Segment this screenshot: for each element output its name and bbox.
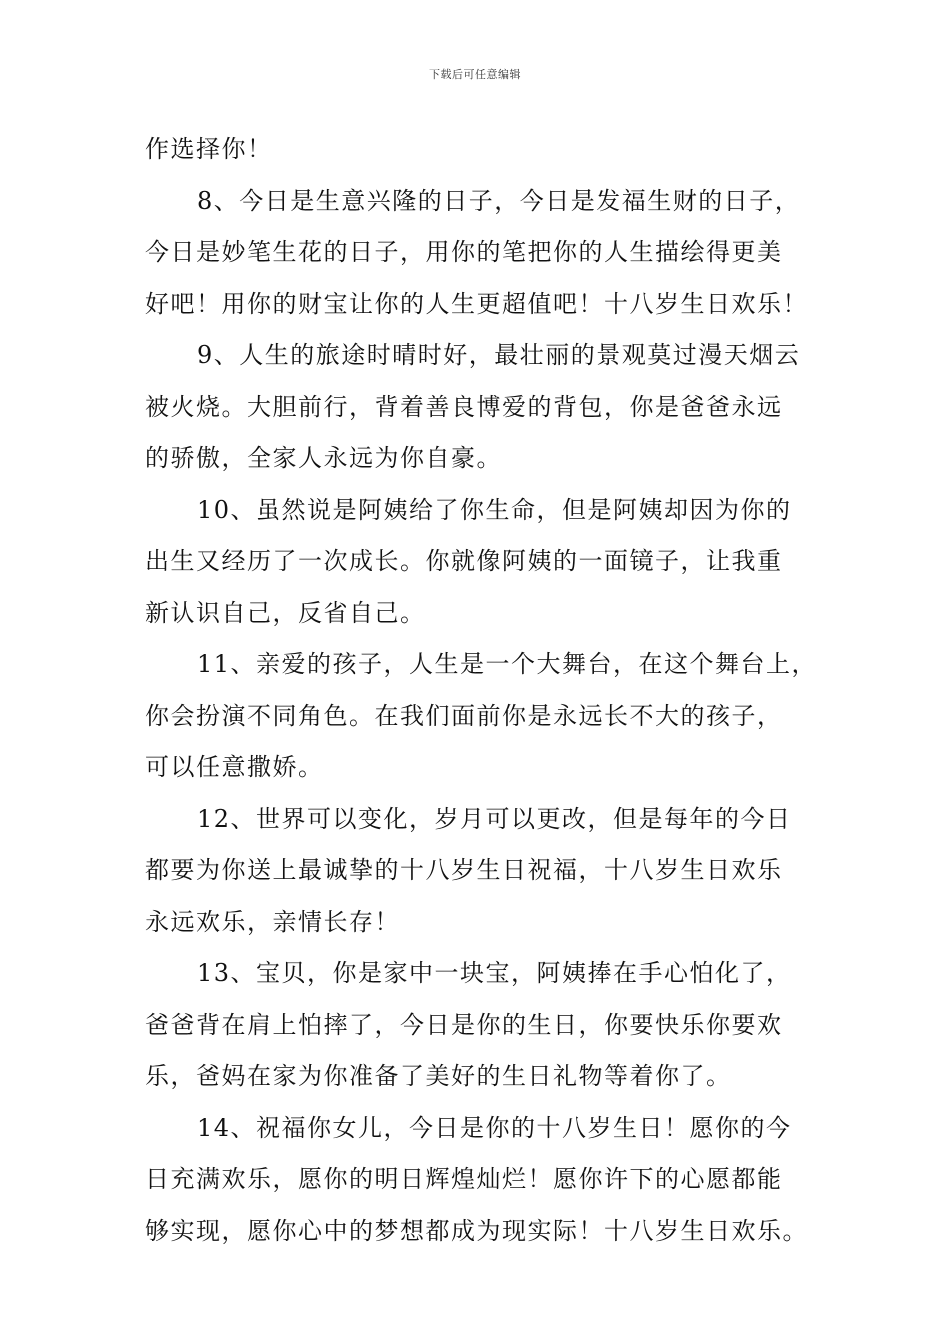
text-line: 好吧！用你的财宝让你的人生更超值吧！十八岁生日欢乐！	[145, 289, 808, 318]
text-line: 新认识自己，反省自己。	[145, 598, 426, 627]
text-line: 13、宝贝，你是家中一块宝，阿姨捧在手心怕化了，	[197, 959, 792, 987]
text-line: 永远欢乐，亲情长存！	[145, 907, 400, 936]
text-line: 出生又经历了一次成长。你就像阿姨的一面镜子，让我重	[145, 547, 783, 575]
text-line: 8、今日是生意兴隆的日子，今日是发福生财的日子，	[197, 186, 801, 215]
text-line: 11、亲爱的孩子，人生是一个大舞台，在这个舞台上，	[197, 650, 818, 678]
text-line: 作选择你！	[145, 135, 273, 163]
text-line: 今日是妙笔生花的日子，用你的笔把你的人生描绘得更美	[145, 238, 783, 266]
text-line: 你会扮演不同角色。在我们面前你是永远长不大的孩子，	[145, 701, 783, 730]
text-line: 9、人生的旅途时晴时好，最壮丽的景观莫过漫天烟云	[197, 341, 801, 369]
text-line: 都要为你送上最诚挚的十八岁生日祝福，十八岁生日欢乐	[145, 856, 783, 884]
text-line: 乐，爸妈在家为你准备了美好的生日礼物等着你了。	[145, 1062, 732, 1090]
text-line: 爸爸背在肩上怕摔了，今日是你的生日，你要快乐你要欢	[145, 1010, 783, 1039]
text-line: 可以任意撒娇。	[145, 753, 324, 781]
page-header: 下载后可任意编辑	[429, 68, 521, 81]
text-line: 被火烧。大胆前行，背着善良博爱的背包，你是爸爸永远	[145, 392, 783, 421]
text-line: 10、虽然说是阿姨给了你生命，但是阿姨却因为你的	[197, 495, 792, 524]
text-line: 12、世界可以变化，岁月可以更改，但是每年的今日	[197, 804, 792, 833]
document-body	[145, 124, 818, 1257]
text-line: 的骄傲，全家人永远为你自豪。	[145, 444, 502, 472]
text-line: 够实现，愿你心中的梦想都成为现实际！十八岁生日欢乐。	[145, 1216, 808, 1245]
text-line: 日充满欢乐，愿你的明日辉煌灿烂！愿你许下的心愿都能	[145, 1165, 783, 1193]
text-line: 14、祝福你女儿，今日是你的十八岁生日！愿你的今	[197, 1113, 792, 1142]
